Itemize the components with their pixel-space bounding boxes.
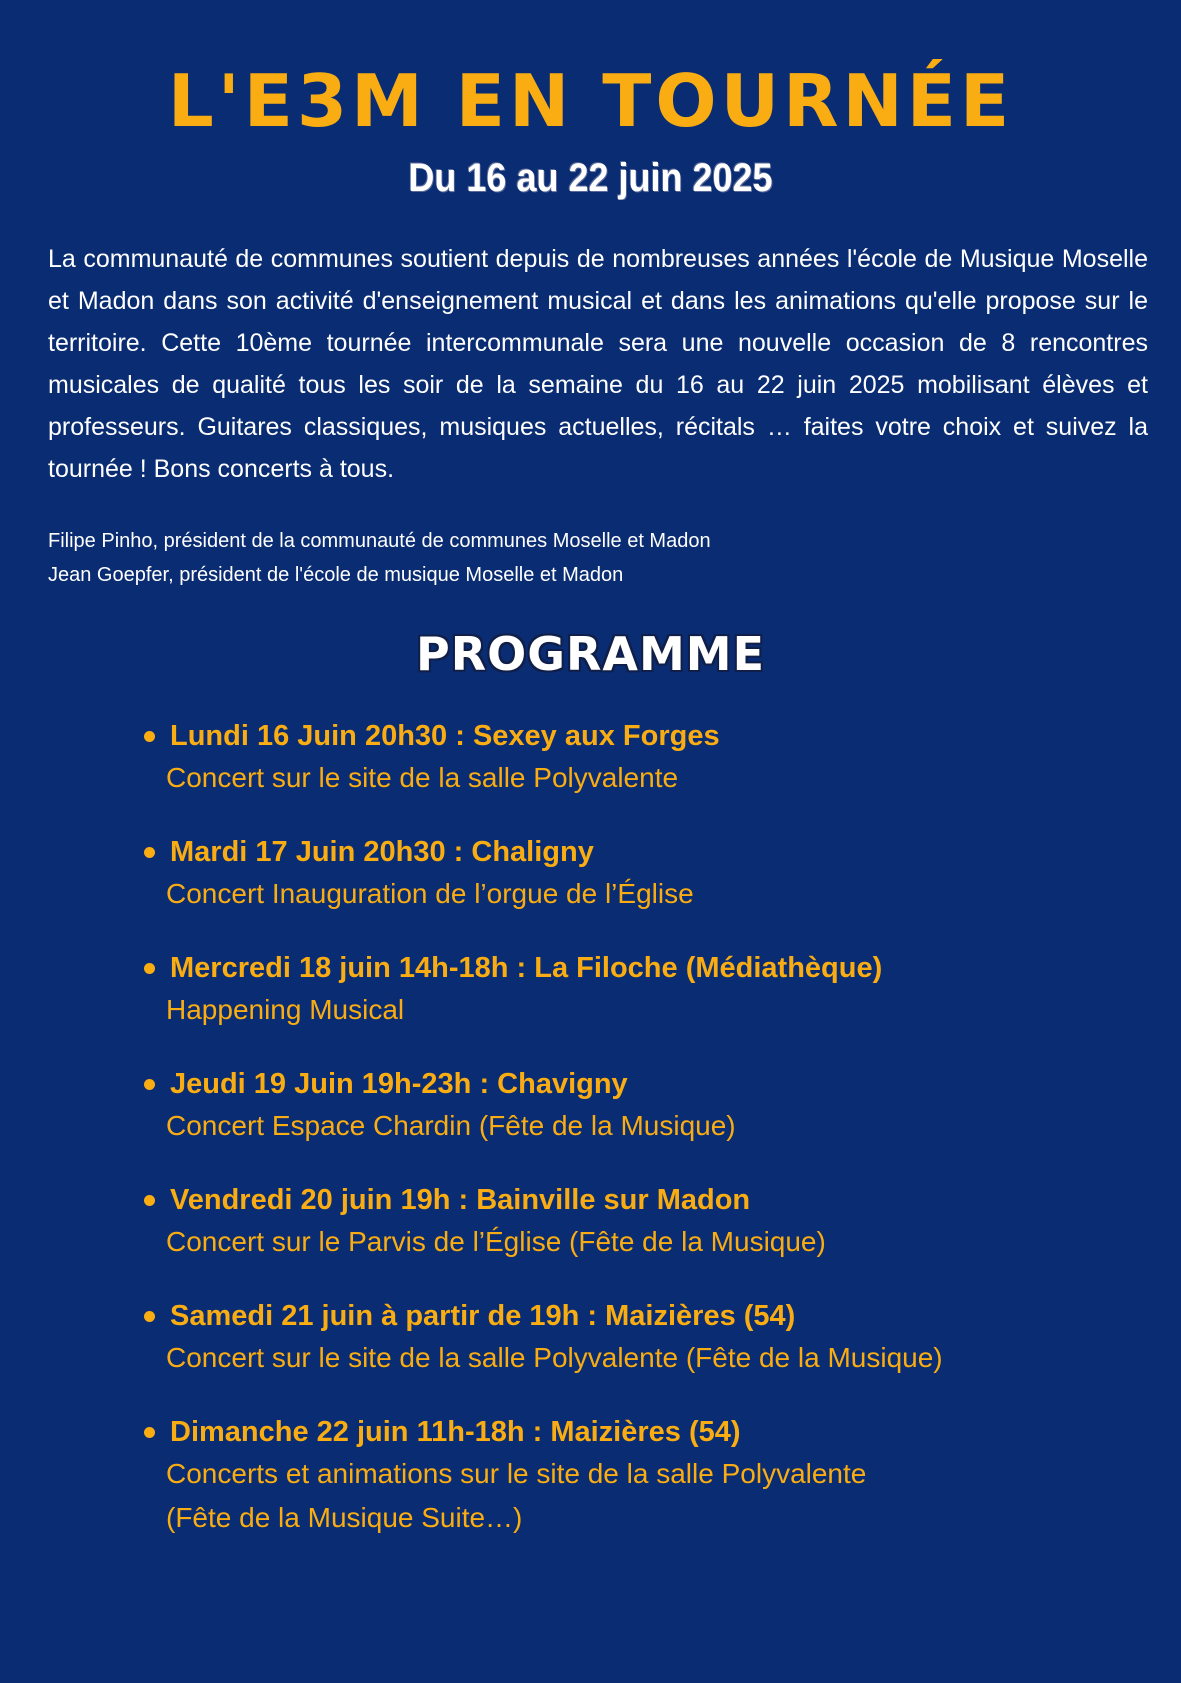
event-item bbox=[140, 948, 1140, 1032]
event-heading: Lundi 16 Juin 20h30 : Sexey aux Forges bbox=[170, 720, 720, 752]
intro-paragraph: La communauté de communes soutient depuis de nombreuses années l'école de Musique Moselle et Madon dans son activité d'enseignement musical et dans les animations qu'elle propose sur le territoire. Cette 10ème tournée intercommunale sera une nouvelle occasion de 8 rencontres musicales de qualité tous les soir de la semaine du 16 au 22 juin 2025 mobilisant élèves et professeurs. Guitares classiques, musiques actuelles, récitals … faites votre choix et suivez la tournée ! Bons concerts à tous. bbox=[48, 245, 1148, 483]
signatures bbox=[48, 524, 711, 592]
event-detail: (Fête de la Musique Suite…) bbox=[166, 1502, 523, 1533]
event-item bbox=[140, 1412, 1140, 1540]
event-list bbox=[140, 716, 1140, 1572]
event-item bbox=[140, 716, 1140, 800]
bullet-icon bbox=[144, 731, 155, 742]
event-detail: Happening Musical bbox=[166, 994, 405, 1025]
event-heading: Vendredi 20 juin 19h : Bainville sur Madon bbox=[170, 1184, 751, 1216]
bullet-icon bbox=[144, 847, 155, 858]
event-heading: Dimanche 22 juin 11h-18h : Maizières (54) bbox=[170, 1416, 741, 1448]
event-item bbox=[140, 832, 1140, 916]
event-heading: Mardi 17 Juin 20h30 : Chaligny bbox=[170, 836, 594, 868]
date-range: Du 16 au 22 juin 2025 bbox=[408, 156, 773, 200]
signature-line: Jean Goepfer, président de l'école de musique Moselle et Madon bbox=[48, 564, 624, 586]
event-detail: Concerts et animations sur le site de la salle Polyvalente bbox=[166, 1458, 867, 1489]
bullet-icon bbox=[144, 1195, 155, 1206]
event-detail: Concert sur le site de la salle Polyvalente (Fête de la Musique) bbox=[166, 1342, 943, 1373]
event-heading: Mercredi 18 juin 14h-18h : La Filoche (Médiathèque) bbox=[170, 952, 883, 984]
programme-title: PROGRAMME bbox=[416, 627, 765, 681]
bullet-icon bbox=[144, 1079, 155, 1090]
event-detail: Concert Inauguration de l’orgue de l’Église bbox=[166, 878, 694, 909]
bullet-icon bbox=[144, 1311, 155, 1322]
event-heading: Samedi 21 juin à partir de 19h : Maizières (54) bbox=[170, 1300, 796, 1332]
bullet-icon bbox=[144, 1427, 155, 1438]
event-item bbox=[140, 1180, 1140, 1264]
event-item bbox=[140, 1064, 1140, 1148]
event-item bbox=[140, 1296, 1140, 1380]
event-detail: Concert sur le site de la salle Polyvalente bbox=[166, 762, 679, 793]
event-detail: Concert Espace Chardin (Fête de la Musique) bbox=[166, 1110, 736, 1141]
event-heading: Jeudi 19 Juin 19h-23h : Chavigny bbox=[170, 1068, 628, 1100]
event-detail: Concert sur le Parvis de l’Église (Fête de la Musique) bbox=[166, 1226, 826, 1257]
main-title: L'E3M EN TOURNÉE bbox=[167, 59, 1014, 143]
bullet-icon bbox=[144, 963, 155, 974]
signature-line: Filipe Pinho, président de la communauté de communes Moselle et Madon bbox=[48, 530, 711, 552]
